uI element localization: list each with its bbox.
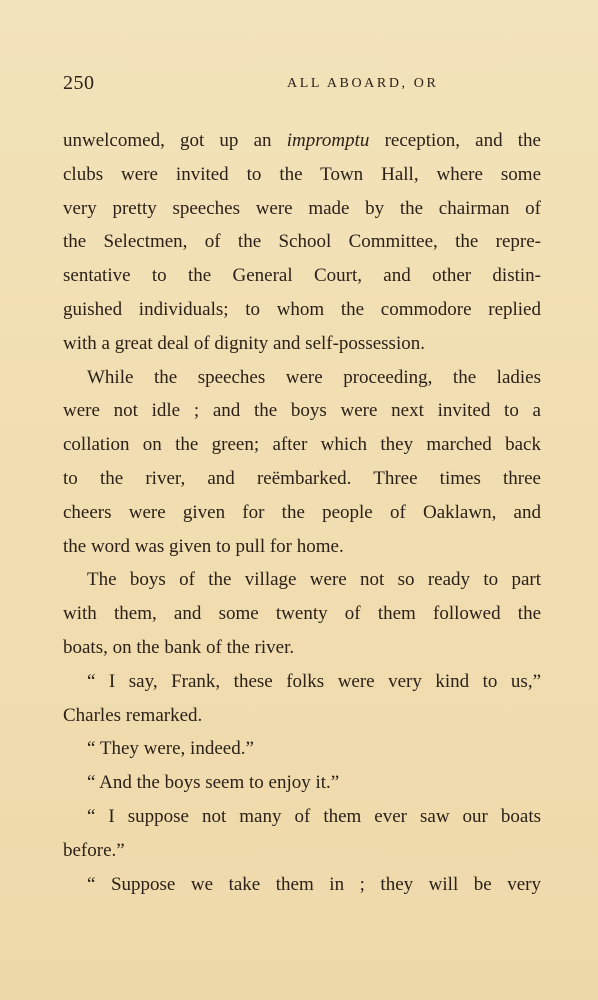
text-line: sentative to the General Court, and other distin-	[63, 265, 541, 287]
text-line: very pretty speeches were made by the chairman of	[63, 197, 541, 219]
paragraph-start-line: “ And the boys seem to enjoy it.”	[87, 772, 340, 794]
paragraph-start-line: “ Suppose we take them in ; they will be very	[87, 873, 541, 895]
body-text	[63, 124, 541, 901]
running-head: ALL ABOARD, OR	[287, 76, 439, 91]
text-line: were not idle ; and the boys were next invited to a	[63, 400, 541, 422]
text-line: collation on the green; after which they marched back	[63, 434, 541, 456]
paragraph-start-line: The boys of the village were not so ready to part	[87, 569, 541, 591]
text-line: cheers were given for the people of Oaklawn, and	[63, 501, 541, 523]
text-line: with a great deal of dignity and self-possession.	[63, 332, 425, 354]
paragraph-start-line: While the speeches were proceeding, the ladies	[87, 366, 541, 388]
text-line: with them, and some twenty of them followed the	[63, 603, 541, 625]
paragraph-start-line: “ They were, indeed.”	[87, 738, 254, 760]
paragraph-start-line: “ I suppose not many of them ever saw our boats	[87, 805, 541, 827]
italic-word: impromptu	[286, 130, 370, 151]
text-line: to the river, and reëmbarked. Three times three	[63, 467, 541, 489]
text-line: clubs were invited to the Town Hall, where some	[63, 163, 541, 185]
paragraph-start-line: “ I say, Frank, these folks were very kind to us,”	[87, 670, 541, 692]
text-line: the word was given to pull for home.	[63, 535, 344, 557]
text-line: before.”	[63, 839, 125, 861]
text-line: Charles remarked.	[63, 704, 203, 726]
page-number: 250	[63, 72, 95, 94]
text-line: guished individuals; to whom the commodore replied	[63, 298, 541, 320]
text-line: the Selectmen, of the School Committee, the repre-	[63, 231, 541, 253]
text-line: unwelcomed, got up an impromptu reception, and the	[63, 130, 541, 151]
page-header	[63, 72, 543, 102]
text-line: boats, on the bank of the river.	[63, 636, 295, 658]
